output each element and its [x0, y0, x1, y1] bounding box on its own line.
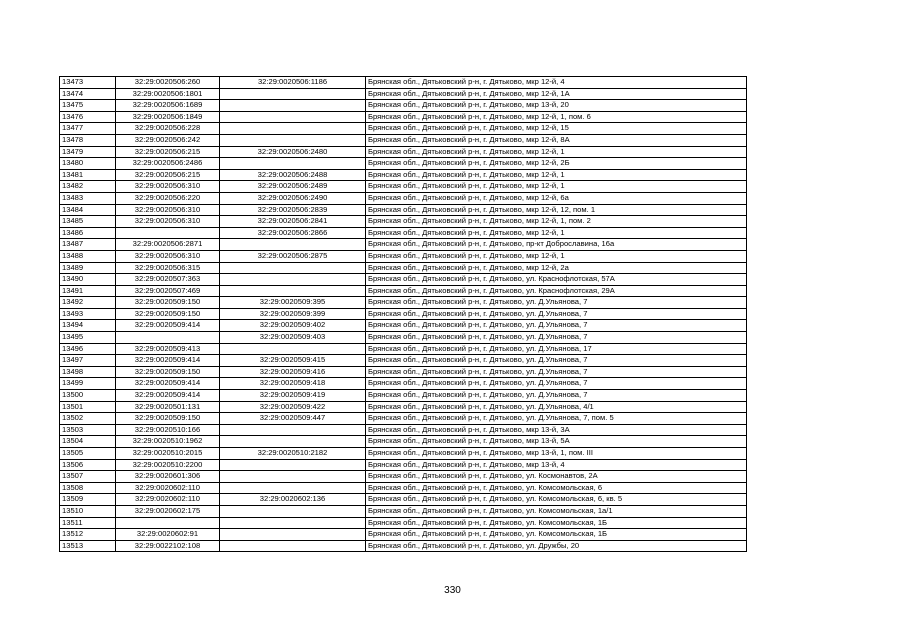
row-number-cell: 13506 [60, 459, 116, 471]
row-number-cell: 13482 [60, 181, 116, 193]
address-cell: Брянская обл., Дятьковский р-н, г. Дятьково, мкр 12-й, 6а [366, 192, 747, 204]
table-row [60, 494, 747, 506]
table-row [60, 424, 747, 436]
object-number-cell [220, 529, 366, 541]
row-number-cell: 13483 [60, 192, 116, 204]
table-row [60, 366, 747, 378]
object-number-cell: 32:29:0020506:1186 [220, 77, 366, 89]
object-number-cell: 32:29:0020510:2182 [220, 448, 366, 460]
row-number-cell: 13503 [60, 424, 116, 436]
row-number-cell: 13484 [60, 204, 116, 216]
parcel-number-cell: 32:29:0020506:310 [116, 181, 220, 193]
object-number-cell: 32:29:0020506:2839 [220, 204, 366, 216]
parcel-number-cell: 32:29:0020510:2200 [116, 459, 220, 471]
table-row [60, 88, 747, 100]
parcel-number-cell: 32:29:0020506:310 [116, 250, 220, 262]
table-row [60, 192, 747, 204]
table-row [60, 401, 747, 413]
table-row [60, 436, 747, 448]
address-cell: Брянская обл., Дятьковский р-н, г. Дятьково, ул. Д.Ульянова, 7 [366, 308, 747, 320]
parcel-number-cell: 32:29:0020509:414 [116, 390, 220, 402]
object-number-cell: 32:29:0020509:399 [220, 308, 366, 320]
table-row [60, 343, 747, 355]
address-cell: Брянская обл., Дятьковский р-н, г. Дятьково, ул. Д.Ульянова, 7 [366, 297, 747, 309]
row-number-cell: 13511 [60, 517, 116, 529]
row-number-cell: 13493 [60, 308, 116, 320]
table-row [60, 100, 747, 112]
object-number-cell: 32:29:0020602:136 [220, 494, 366, 506]
address-cell: Брянская обл., Дятьковский р-н, г. Дятьково, ул. Д.Ульянова, 7 [366, 390, 747, 402]
object-number-cell [220, 123, 366, 135]
row-number-cell: 13481 [60, 169, 116, 181]
object-number-cell: 32:29:0020509:447 [220, 413, 366, 425]
row-number-cell: 13504 [60, 436, 116, 448]
parcel-number-cell: 32:29:0020506:310 [116, 216, 220, 228]
row-number-cell: 13509 [60, 494, 116, 506]
address-cell: Брянская обл., Дятьковский р-н, г. Дятьково, мкр 13-й, 3А [366, 424, 747, 436]
table-row [60, 158, 747, 170]
parcel-number-cell: 32:29:0022102:108 [116, 540, 220, 552]
object-number-cell [220, 285, 366, 297]
table-row [60, 123, 747, 135]
parcel-number-cell: 32:29:0020509:414 [116, 355, 220, 367]
address-cell: Брянская обл., Дятьковский р-н, г. Дятьково, ул. Краснофлотская, 57А [366, 274, 747, 286]
object-number-cell: 32:29:0020506:2489 [220, 181, 366, 193]
parcel-number-cell: 32:29:0020506:220 [116, 192, 220, 204]
parcel-number-cell: 32:29:0020509:150 [116, 308, 220, 320]
parcel-number-cell: 32:29:0020509:414 [116, 378, 220, 390]
row-number-cell: 13513 [60, 540, 116, 552]
row-number-cell: 13479 [60, 146, 116, 158]
address-cell: Брянская обл., Дятьковский р-н, г. Дятьково, ул. Д.Ульянова, 7 [366, 320, 747, 332]
row-number-cell: 13488 [60, 250, 116, 262]
row-number-cell: 13474 [60, 88, 116, 100]
address-cell: Брянская обл., Дятьковский р-н, г. Дятьково, мкр 13-й, 4 [366, 459, 747, 471]
object-number-cell [220, 482, 366, 494]
parcel-number-cell: 32:29:0020506:310 [116, 204, 220, 216]
table-row [60, 308, 747, 320]
row-number-cell: 13487 [60, 239, 116, 251]
address-cell: Брянская обл., Дятьковский р-н, г. Дятьково, ул. Д.Ульянова, 17 [366, 343, 747, 355]
address-cell: Брянская обл., Дятьковский р-н, г. Дятьково, мкр 12-й, 1А [366, 88, 747, 100]
parcel-number-cell: 32:29:0020506:2486 [116, 158, 220, 170]
row-number-cell: 13500 [60, 390, 116, 402]
row-number-cell: 13495 [60, 332, 116, 344]
parcel-number-cell: 32:29:0020602:175 [116, 505, 220, 517]
parcel-number-cell: 32:29:0020506:260 [116, 77, 220, 89]
parcel-number-cell [116, 517, 220, 529]
address-cell: Брянская обл., Дятьковский р-н, г. Дятьково, ул. Комсомольская, 6, кв. 5 [366, 494, 747, 506]
parcel-number-cell: 32:29:0020510:166 [116, 424, 220, 436]
object-number-cell: 32:29:0020509:422 [220, 401, 366, 413]
address-cell: Брянская обл., Дятьковский р-н, г. Дятьково, мкр 12-й, 1 [366, 250, 747, 262]
row-number-cell: 13478 [60, 134, 116, 146]
parcel-number-cell [116, 227, 220, 239]
parcel-number-cell: 32:29:0020509:150 [116, 366, 220, 378]
records-table-body [60, 77, 747, 552]
address-cell: Брянская обл., Дятьковский р-н, г. Дятьково, ул. Комсомольская, 1а/1 [366, 505, 747, 517]
object-number-cell [220, 343, 366, 355]
row-number-cell: 13486 [60, 227, 116, 239]
object-number-cell [220, 459, 366, 471]
table-row [60, 471, 747, 483]
table-row [60, 239, 747, 251]
object-number-cell: 32:29:0020506:2490 [220, 192, 366, 204]
row-number-cell: 13499 [60, 378, 116, 390]
object-number-cell [220, 424, 366, 436]
object-number-cell [220, 274, 366, 286]
parcel-number-cell: 32:29:0020507:363 [116, 274, 220, 286]
row-number-cell: 13485 [60, 216, 116, 228]
object-number-cell: 32:29:0020506:2875 [220, 250, 366, 262]
address-cell: Брянская обл., Дятьковский р-н, г. Дятьково, ул. Комсомольская, 6 [366, 482, 747, 494]
table-row [60, 413, 747, 425]
address-cell: Брянская обл., Дятьковский р-н, г. Дятьково, мкр 12-й, 2Б [366, 158, 747, 170]
address-cell: Брянская обл., Дятьковский р-н, г. Дятьково, ул. Космонавтов, 2А [366, 471, 747, 483]
table-row [60, 285, 747, 297]
object-number-cell [220, 158, 366, 170]
object-number-cell: 32:29:0020509:403 [220, 332, 366, 344]
address-cell: Брянская обл., Дятьковский р-н, г. Дятьково, ул. Д.Ульянова, 7 [366, 366, 747, 378]
object-number-cell [220, 239, 366, 251]
object-number-cell [220, 505, 366, 517]
table-row [60, 204, 747, 216]
table-row [60, 250, 747, 262]
row-number-cell: 13477 [60, 123, 116, 135]
parcel-number-cell: 32:29:0020506:242 [116, 134, 220, 146]
parcel-number-cell: 32:29:0020506:215 [116, 146, 220, 158]
table-row [60, 332, 747, 344]
page-number: 330 [444, 585, 461, 596]
row-number-cell: 13501 [60, 401, 116, 413]
object-number-cell: 32:29:0020509:395 [220, 297, 366, 309]
table-row [60, 227, 747, 239]
object-number-cell [220, 111, 366, 123]
parcel-number-cell: 32:29:0020509:413 [116, 343, 220, 355]
parcel-number-cell [116, 332, 220, 344]
table-row [60, 390, 747, 402]
table-row [60, 355, 747, 367]
object-number-cell: 32:29:0020506:2866 [220, 227, 366, 239]
parcel-number-cell: 32:29:0020501:131 [116, 401, 220, 413]
address-cell: Брянская обл., Дятьковский р-н, г. Дятьково, ул. Д.Ульянова, 4/1 [366, 401, 747, 413]
address-cell: Брянская обл., Дятьковский р-н, г. Дятьково, мкр 12-й, 1 [366, 227, 747, 239]
parcel-number-cell: 32:29:0020506:228 [116, 123, 220, 135]
table-row [60, 134, 747, 146]
table-row [60, 517, 747, 529]
address-cell: Брянская обл., Дятьковский р-н, г. Дятьково, ул. Д.Ульянова, 7 [366, 332, 747, 344]
object-number-cell: 32:29:0020509:402 [220, 320, 366, 332]
table-row [60, 146, 747, 158]
table-row [60, 482, 747, 494]
row-number-cell: 13512 [60, 529, 116, 541]
parcel-number-cell: 32:29:0020509:150 [116, 297, 220, 309]
row-number-cell: 13492 [60, 297, 116, 309]
address-cell: Брянская обл., Дятьковский р-н, г. Дятьково, мкр 12-й, 2а [366, 262, 747, 274]
table-row [60, 459, 747, 471]
parcel-number-cell: 32:29:0020510:2015 [116, 448, 220, 460]
table-row [60, 529, 747, 541]
row-number-cell: 13490 [60, 274, 116, 286]
row-number-cell: 13502 [60, 413, 116, 425]
table-row [60, 297, 747, 309]
address-cell: Брянская обл., Дятьковский р-н, г. Дятьково, мкр 12-й, 1 [366, 146, 747, 158]
parcel-number-cell: 32:29:0020506:1801 [116, 88, 220, 100]
address-cell: Брянская обл., Дятьковский р-н, г. Дятьково, мкр 13-й, 20 [366, 100, 747, 112]
row-number-cell: 13508 [60, 482, 116, 494]
address-cell: Брянская обл., Дятьковский р-н, г. Дятьково, ул. Д.Ульянова, 7 [366, 378, 747, 390]
parcel-number-cell: 32:29:0020509:414 [116, 320, 220, 332]
parcel-number-cell: 32:29:0020506:315 [116, 262, 220, 274]
object-number-cell [220, 134, 366, 146]
parcel-number-cell: 32:29:0020601:306 [116, 471, 220, 483]
address-cell: Брянская обл., Дятьковский р-н, г. Дятьково, ул. Дружбы, 20 [366, 540, 747, 552]
table-row [60, 448, 747, 460]
records-table [59, 76, 747, 552]
object-number-cell [220, 436, 366, 448]
table-row [60, 378, 747, 390]
row-number-cell: 13476 [60, 111, 116, 123]
row-number-cell: 13497 [60, 355, 116, 367]
object-number-cell: 32:29:0020509:418 [220, 378, 366, 390]
row-number-cell: 13480 [60, 158, 116, 170]
address-cell: Брянская обл., Дятьковский р-н, г. Дятьково, ул. Краснофлотская, 29А [366, 285, 747, 297]
table-row [60, 77, 747, 89]
parcel-number-cell: 32:29:0020602:110 [116, 494, 220, 506]
address-cell: Брянская обл., Дятьковский р-н, г. Дятьково, ул. Д.Ульянова, 7, пом. 5 [366, 413, 747, 425]
address-cell: Брянская обл., Дятьковский р-н, г. Дятьково, мкр 12-й, 1 [366, 181, 747, 193]
address-cell: Брянская обл., Дятьковский р-н, г. Дятьково, мкр 12-й, 4 [366, 77, 747, 89]
table-row [60, 181, 747, 193]
parcel-number-cell: 32:29:0020602:110 [116, 482, 220, 494]
object-number-cell [220, 517, 366, 529]
row-number-cell: 13491 [60, 285, 116, 297]
object-number-cell: 32:29:0020509:415 [220, 355, 366, 367]
address-cell: Брянская обл., Дятьковский р-н, г. Дятьково, мкр 13-й, 1, пом. III [366, 448, 747, 460]
parcel-number-cell: 32:29:0020506:215 [116, 169, 220, 181]
address-cell: Брянская обл., Дятьковский р-н, г. Дятьково, мкр 12-й, 1 [366, 169, 747, 181]
row-number-cell: 13494 [60, 320, 116, 332]
address-cell: Брянская обл., Дятьковский р-н, г. Дятьково, ул. Комсомольская, 1Б [366, 517, 747, 529]
address-cell: Брянская обл., Дятьковский р-н, г. Дятьково, мкр 12-й, 1, пом. 6 [366, 111, 747, 123]
row-number-cell: 13496 [60, 343, 116, 355]
object-number-cell: 32:29:0020506:2841 [220, 216, 366, 228]
table-row [60, 216, 747, 228]
address-cell: Брянская обл., Дятьковский р-н, г. Дятьково, пр-кт Доброславина, 16а [366, 239, 747, 251]
object-number-cell [220, 100, 366, 112]
object-number-cell: 32:29:0020506:2488 [220, 169, 366, 181]
object-number-cell: 32:29:0020506:2480 [220, 146, 366, 158]
row-number-cell: 13498 [60, 366, 116, 378]
address-cell: Брянская обл., Дятьковский р-н, г. Дятьково, мкр 12-й, 12, пом. 1 [366, 204, 747, 216]
object-number-cell: 32:29:0020509:416 [220, 366, 366, 378]
row-number-cell: 13473 [60, 77, 116, 89]
table-row [60, 320, 747, 332]
object-number-cell [220, 540, 366, 552]
table-row [60, 505, 747, 517]
table-row [60, 169, 747, 181]
address-cell: Брянская обл., Дятьковский р-н, г. Дятьково, ул. Комсомольская, 1Б [366, 529, 747, 541]
address-cell: Брянская обл., Дятьковский р-н, г. Дятьково, мкр 12-й, 8А [366, 134, 747, 146]
row-number-cell: 13507 [60, 471, 116, 483]
parcel-number-cell: 32:29:0020506:1689 [116, 100, 220, 112]
table-row [60, 274, 747, 286]
parcel-number-cell: 32:29:0020602:91 [116, 529, 220, 541]
row-number-cell: 13505 [60, 448, 116, 460]
object-number-cell: 32:29:0020509:419 [220, 390, 366, 402]
parcel-number-cell: 32:29:0020506:2871 [116, 239, 220, 251]
table-row [60, 262, 747, 274]
parcel-number-cell: 32:29:0020507:469 [116, 285, 220, 297]
row-number-cell: 13510 [60, 505, 116, 517]
parcel-number-cell: 32:29:0020506:1849 [116, 111, 220, 123]
address-cell: Брянская обл., Дятьковский р-н, г. Дятьково, ул. Д.Ульянова, 7 [366, 355, 747, 367]
address-cell: Брянская обл., Дятьковский р-н, г. Дятьково, мкр 13-й, 5А [366, 436, 747, 448]
parcel-number-cell: 32:29:0020509:150 [116, 413, 220, 425]
address-cell: Брянская обл., Дятьковский р-н, г. Дятьково, мкр 12-й, 15 [366, 123, 747, 135]
table-row [60, 111, 747, 123]
address-cell: Брянская обл., Дятьковский р-н, г. Дятьково, мкр 12-й, 1, пом. 2 [366, 216, 747, 228]
object-number-cell [220, 262, 366, 274]
parcel-number-cell: 32:29:0020510:1962 [116, 436, 220, 448]
object-number-cell [220, 88, 366, 100]
table-row [60, 540, 747, 552]
object-number-cell [220, 471, 366, 483]
row-number-cell: 13489 [60, 262, 116, 274]
row-number-cell: 13475 [60, 100, 116, 112]
